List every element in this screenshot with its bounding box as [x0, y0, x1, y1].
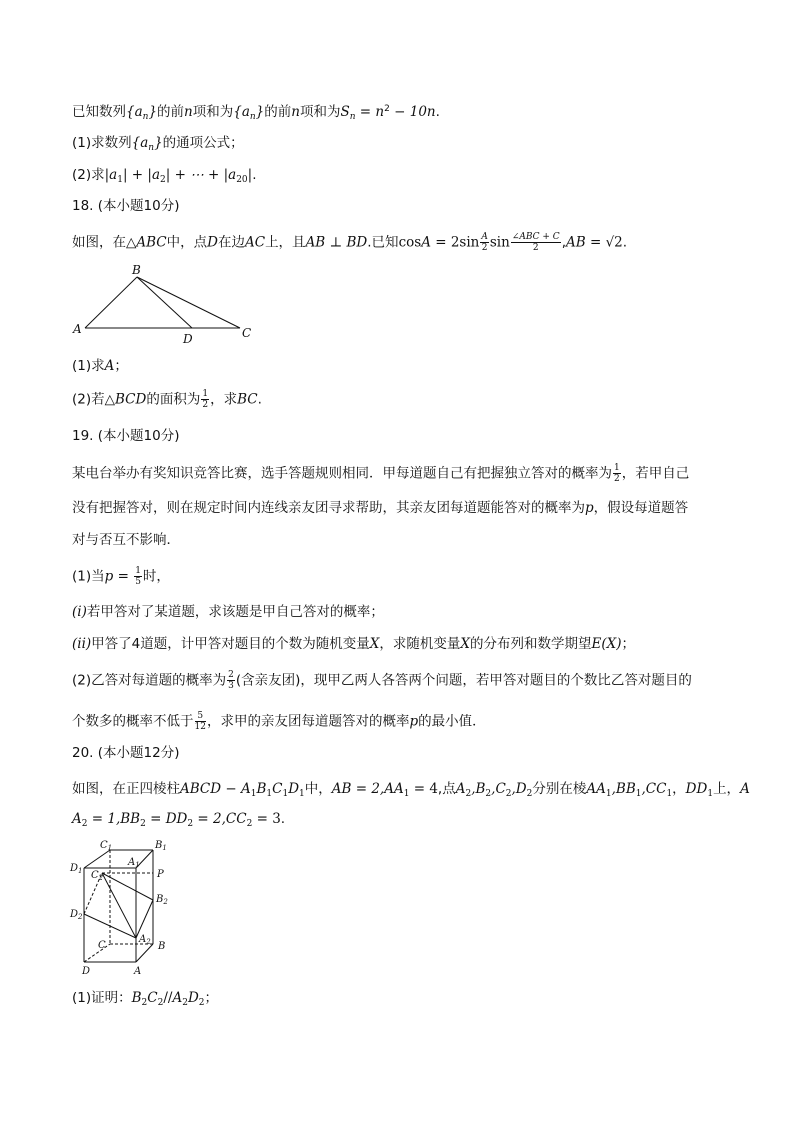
label-c: C	[98, 940, 106, 951]
edge-ab	[136, 944, 153, 962]
label-d2: $D_2$	[70, 909, 83, 921]
segment-a2-b2	[136, 900, 153, 938]
label-a: A	[73, 322, 82, 336]
label-a1: $A_1$	[128, 857, 140, 869]
label-b1: $B_1$	[155, 840, 167, 852]
p20-header: 20. (本小题12分)	[72, 745, 180, 761]
segment-c2-a2	[102, 873, 136, 938]
segment-bd	[137, 277, 192, 328]
p19-paragraph-line-1: 某电台举办有奖知识竞答比赛，选手答题规则相同．甲每道题自己有把握独立答对的概率为 $\frac{1}{2}$ ，若甲自己	[72, 463, 690, 484]
prism-figure	[68, 838, 178, 978]
segment-ab	[85, 277, 137, 328]
label-d: D	[183, 332, 193, 346]
label-a: A	[134, 966, 142, 977]
p18-question-1: (1)求A；	[72, 358, 128, 374]
label-d: D	[82, 966, 91, 977]
label-p: P	[157, 869, 164, 880]
p18-statement: 如图，在△ABC中，点D在边AC上，且AB ⊥ BD.已知cosA = 2sin $\frac{A}{2}$ sin $\frac{\text{∠ABC + C}}{2}$ ,AB = √2.	[72, 232, 628, 253]
p17-statement: 已知数列$\{a_n\}$的前n项和为$\{a_n\}$的前n项和为$S_n = n^2 - 10n$.	[72, 104, 440, 122]
triangle-abc-figure	[70, 262, 270, 348]
p17-question-2: (2)求$|a_1| + |a_2|$ + ⋯ + $|a_{20}|$.	[72, 167, 257, 185]
label-a2: $A_2$	[139, 934, 151, 946]
p19-header: 19. (本小题10分)	[72, 428, 180, 444]
p17-question-1: (1)求数列$\{a_n\}$的通项公式；	[72, 135, 244, 153]
p19-paragraph-line-2: 没有把握答对，则在规定时间内连线亲友团寻求帮助，其亲友团每道题能答对的概率为p，假设每道题答	[72, 500, 689, 516]
edge-d1-c1	[84, 850, 110, 868]
p20-question-1: (1)证明：$B_2C_2//A_2D_2$；	[72, 990, 219, 1008]
p20-statement-line-1: 如图，在正四棱柱ABCD − $A_1B_1C_1D_1$中，AB = $2,AA_1 = 4$,点$A_2,B_2,C_2,D_2$分别在棱$AA_1,BB_1,CC_1$，$DD_1$上，A	[72, 781, 750, 799]
p20-statement-line-2: $A_2 = 1,BB_2 = DD_2 = 2,CC_2 = 3$.	[72, 811, 286, 829]
p19-paragraph-line-3: 对与否互不影响．	[72, 532, 180, 548]
label-b2: $B_2$	[156, 894, 168, 906]
p19-question-1: (1)当p = $\frac{1}{5}$ 时，	[72, 566, 170, 587]
label-d1: $D_1$	[70, 863, 83, 875]
p18-header: 18. (本小题10分)	[72, 198, 180, 214]
p19-question-1-i: (i)若甲答对了某道题，求该题是甲自己答对的概率；	[72, 604, 384, 620]
label-c1: $C_1$	[100, 840, 113, 852]
p19-question-2-line-1: (2)乙答对每道题的概率为 $\frac{2}{3}$ (含亲友团)，现甲乙两人各答两个问题，若甲答对题目的个数比乙答对题目的	[72, 670, 692, 691]
p19-question-2-line-2: 个数多的概率不低于 $\frac{5}{12}$ ，求甲的亲友团每道题答对的概率p的最小值．	[72, 711, 486, 732]
label-b: B	[132, 263, 141, 277]
label-c: C	[242, 326, 252, 340]
p19-question-1-ii: (ii)甲答了4道题，计甲答对题目的个数为随机变量X，求随机变量X的分布列和数学期望E(X)；	[72, 636, 636, 652]
edge-dc-hidden	[84, 944, 110, 962]
label-c2: $C_2$	[91, 870, 104, 882]
p18-question-2: (2)若△BCD的面积为 $\frac{1}{2}$ ，求BC.	[72, 389, 262, 410]
segment-bc	[137, 277, 240, 328]
label-b: B	[158, 941, 166, 952]
